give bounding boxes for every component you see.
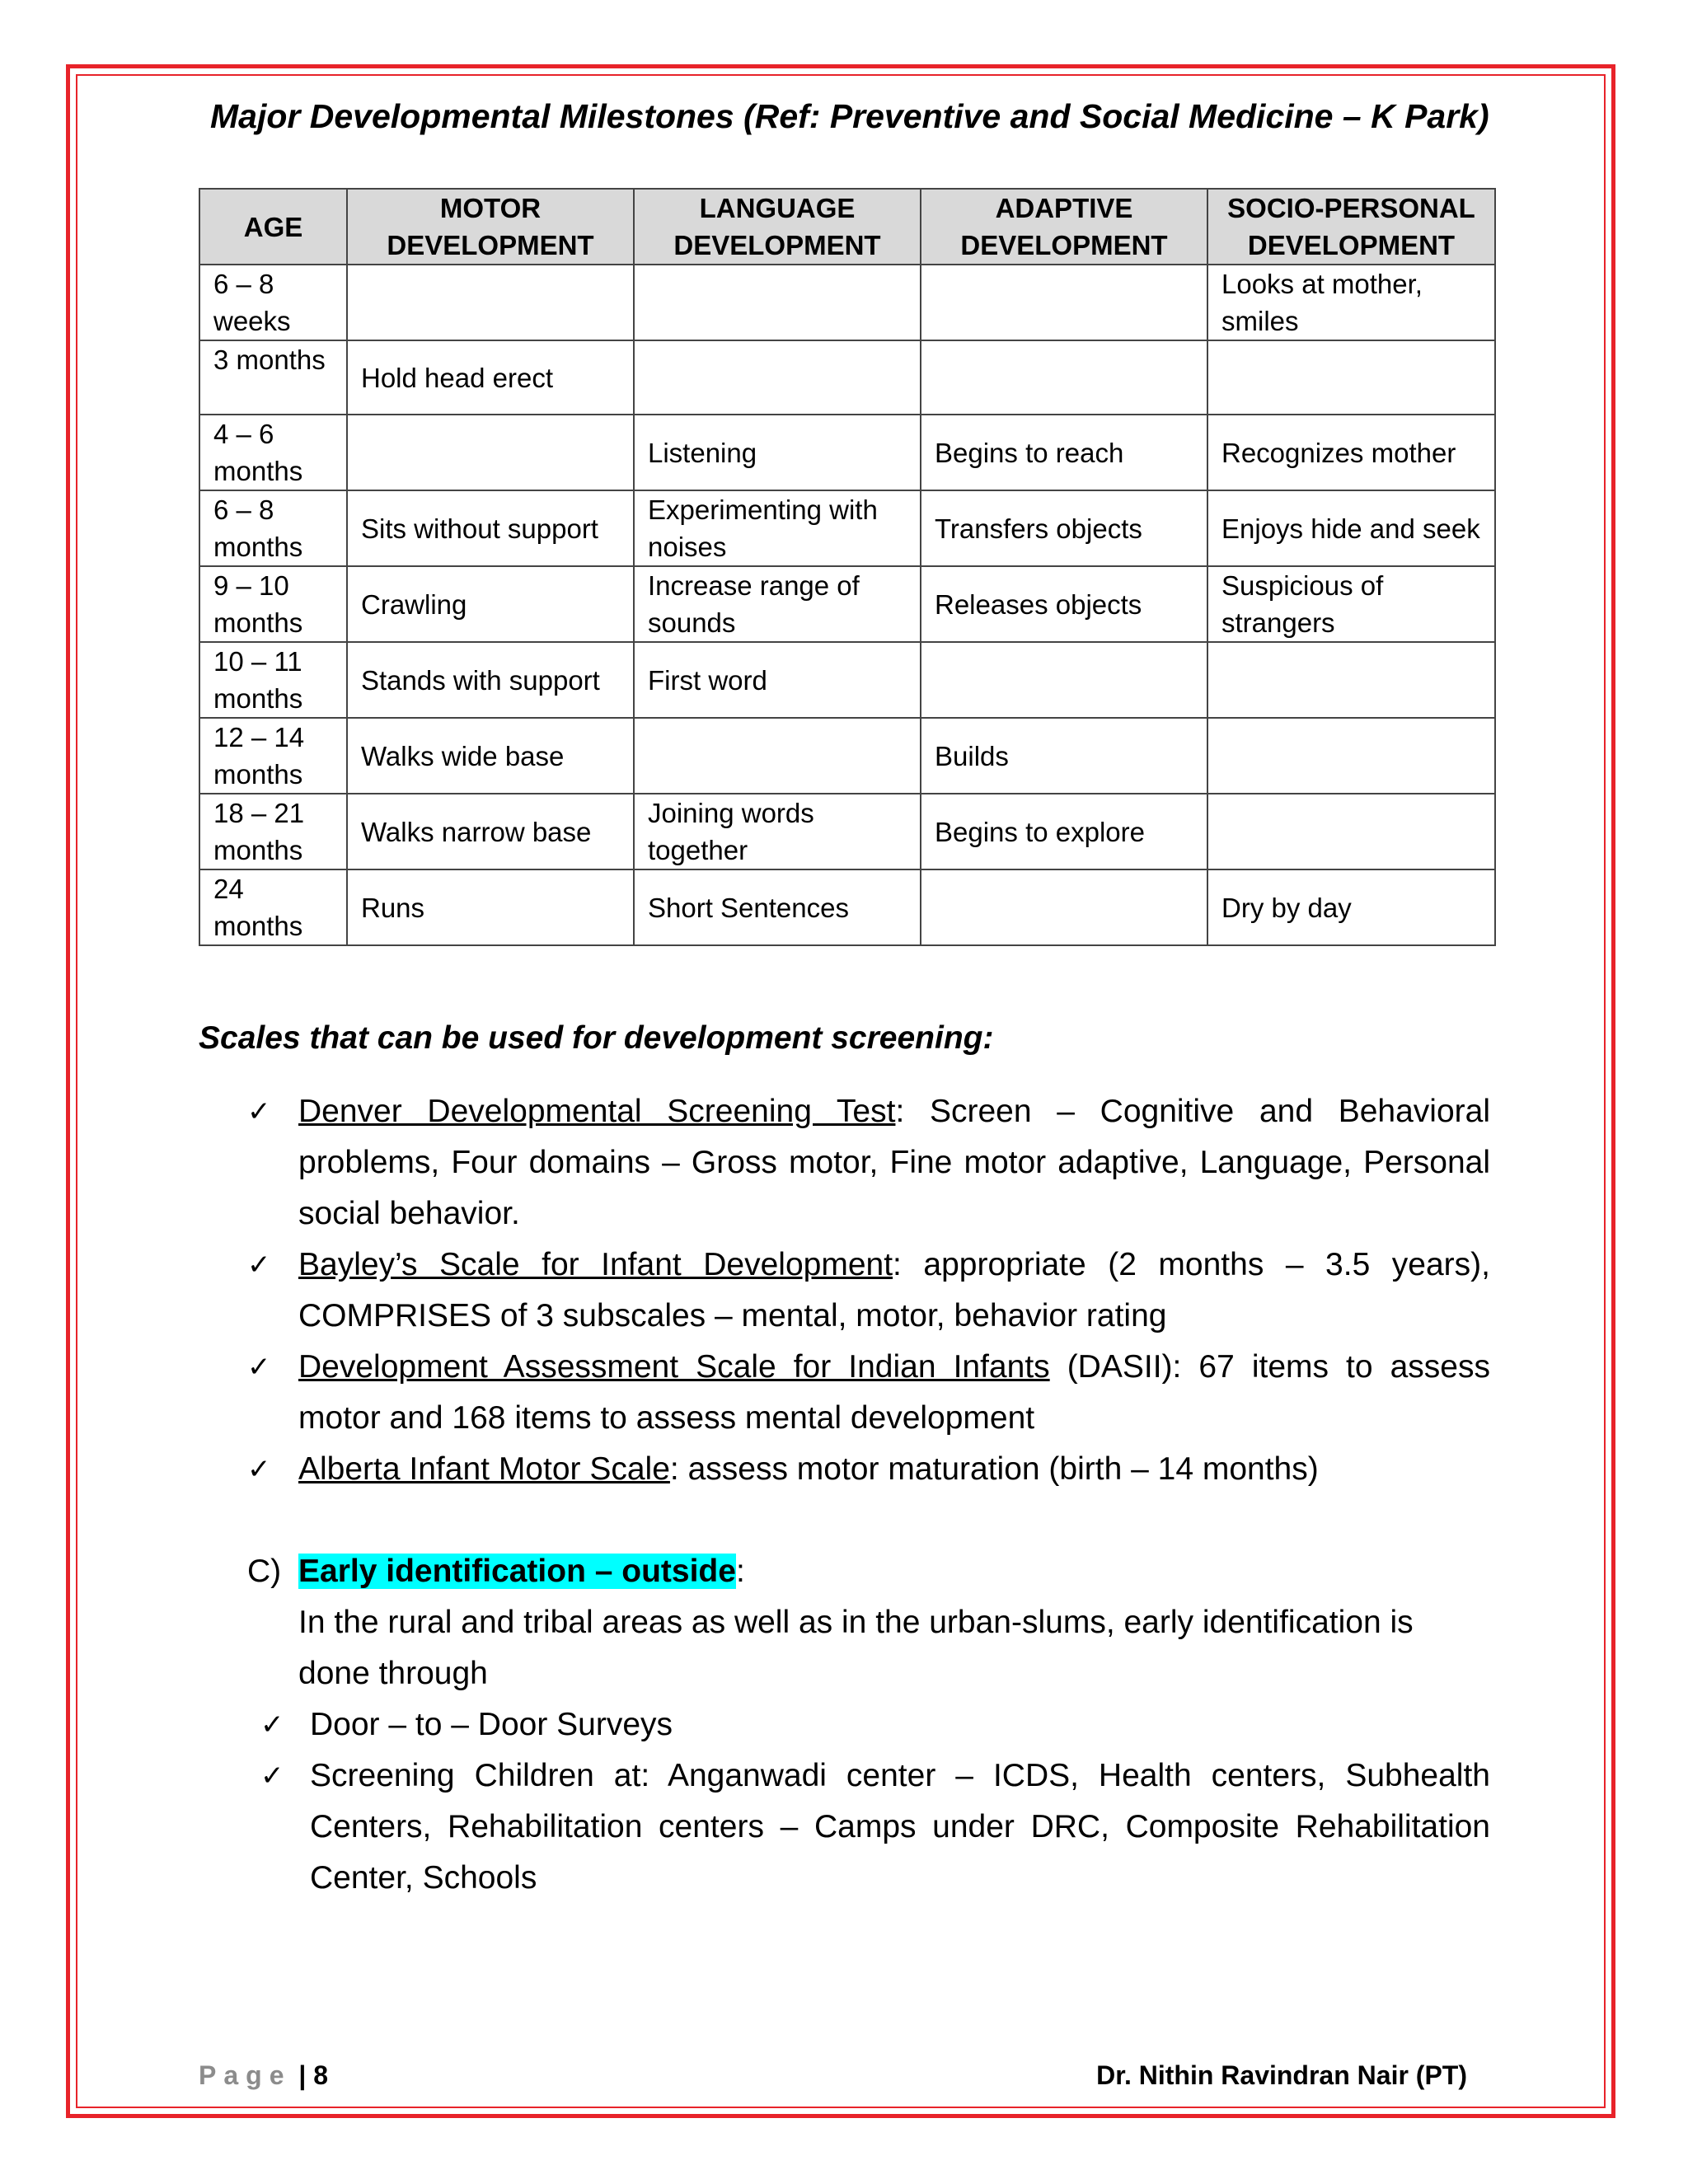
cell-motor: Crawling: [347, 566, 634, 642]
cell-socio: [1207, 340, 1495, 415]
cell-age: 24 months: [199, 869, 347, 945]
check-icon: ✓: [260, 1760, 284, 1793]
item-text: Screening Children at: Anganwadi center – ICDS, Health centers, Subhealth Centers, Rehabilitation centers – Camps under DRC, Composite Rehabilitation Center, Schools: [310, 1758, 1490, 1896]
table-row: [199, 718, 1495, 794]
scale-name: Bayley’s Scale for Infant Development: [298, 1247, 893, 1282]
section-c-heading: Early identification – outside: [298, 1554, 736, 1589]
table-row: [199, 642, 1495, 718]
section-c-colon: :: [735, 1554, 745, 1589]
scale-name: Development Assessment Scale for Indian Infants: [298, 1349, 1050, 1385]
section-c-paragraph: In the rural and tribal areas as well as in the urban-slums, early identification is done through: [298, 1605, 1414, 1691]
cell-age: 6 – 8 months: [199, 490, 347, 566]
check-icon: ✓: [247, 1095, 271, 1128]
scale-name: Alberta Infant Motor Scale: [298, 1451, 670, 1487]
cell-age: 9 – 10 months: [199, 566, 347, 642]
cell-motor: Hold head erect: [347, 340, 634, 415]
milestones-table: [199, 188, 1496, 946]
header-age: AGE: [199, 189, 347, 265]
footer-author: Dr. Nithin Ravindran Nair (PT): [1096, 2060, 1467, 2090]
scale-name: Denver Developmental Screening Test: [298, 1094, 896, 1129]
table-row: [199, 340, 1495, 415]
scales-heading: Scales that can be used for development screening:: [199, 1020, 994, 1056]
table-row: [199, 490, 1495, 566]
cell-motor: Runs: [347, 869, 634, 945]
header-socio: SOCIO-PERSONAL DEVELOPMENT: [1207, 189, 1495, 265]
check-icon: ✓: [247, 1249, 271, 1282]
cell-age: 12 – 14 months: [199, 718, 347, 794]
list-item: [247, 1086, 1490, 1240]
list-item: [247, 1342, 1490, 1444]
cell-motor: [347, 415, 634, 490]
cell-motor: Sits without support: [347, 490, 634, 566]
cell-motor: [347, 265, 634, 340]
list-item: [247, 1444, 1490, 1495]
table-header-row: [199, 189, 1495, 265]
cell-adaptive: [921, 869, 1207, 945]
table-row: [199, 265, 1495, 340]
cell-language: Short Sentences: [634, 869, 921, 945]
cell-age: 4 – 6 months: [199, 415, 347, 490]
cell-socio: [1207, 642, 1495, 718]
cell-language: Increase range of sounds: [634, 566, 921, 642]
cell-language: [634, 340, 921, 415]
scale-desc: : Screen – Cognitive and Behavioral problems, Four domains – Gross motor, Fine motor adaptive, Language, Personal social behavior.: [298, 1094, 1491, 1231]
section-c-list: [260, 1699, 1490, 1904]
table-row: [199, 869, 1495, 945]
check-icon: ✓: [260, 1708, 284, 1741]
list-item: [260, 1699, 1490, 1750]
cell-adaptive: Releases objects: [921, 566, 1207, 642]
table-row: [199, 566, 1495, 642]
scale-desc: : appropriate (2 months – 3.5 years), COMPRISES of 3 subscales – mental, motor, behavior rating: [298, 1247, 1490, 1333]
header-language: LANGUAGE DEVELOPMENT: [634, 189, 921, 265]
cell-motor: Stands with support: [347, 642, 634, 718]
cell-adaptive: Transfers objects: [921, 490, 1207, 566]
cell-adaptive: Builds: [921, 718, 1207, 794]
section-c: [247, 1546, 1490, 1699]
cell-motor: Walks wide base: [347, 718, 634, 794]
cell-age: 6 – 8 weeks: [199, 265, 347, 340]
cell-adaptive: [921, 265, 1207, 340]
cell-language: Experimenting with noises: [634, 490, 921, 566]
footer-page: [199, 2060, 328, 2091]
header-motor: MOTOR DEVELOPMENT: [347, 189, 634, 265]
item-text: Door – to – Door Surveys: [310, 1707, 673, 1742]
page-number: | 8: [298, 2060, 329, 2090]
page-label: Page: [199, 2060, 292, 2090]
cell-adaptive: [921, 642, 1207, 718]
cell-motor: Walks narrow base: [347, 794, 634, 869]
table-row: [199, 794, 1495, 869]
scales-list: [247, 1086, 1490, 1495]
cell-age: 18 – 21 months: [199, 794, 347, 869]
cell-language: First word: [634, 642, 921, 718]
scale-desc: (DASII): 67 items to assess motor and 168 items to assess mental development: [298, 1349, 1490, 1436]
cell-age: 10 – 11 months: [199, 642, 347, 718]
scale-desc: : assess motor maturation (birth – 14 months): [669, 1451, 1319, 1487]
section-c-label: C): [247, 1554, 282, 1589]
header-adaptive: ADAPTIVE DEVELOPMENT: [921, 189, 1207, 265]
cell-socio: Suspicious of strangers: [1207, 566, 1495, 642]
check-icon: ✓: [247, 1351, 271, 1384]
check-icon: ✓: [247, 1453, 271, 1486]
cell-socio: [1207, 794, 1495, 869]
cell-adaptive: Begins to reach: [921, 415, 1207, 490]
cell-language: Listening: [634, 415, 921, 490]
table-row: [199, 415, 1495, 490]
cell-language: Joining words together: [634, 794, 921, 869]
cell-age: 3 months: [199, 340, 347, 415]
cell-socio: Looks at mother, smiles: [1207, 265, 1495, 340]
page-title: Major Developmental Milestones (Ref: Preventive and Social Medicine – K Park): [210, 97, 1489, 135]
cell-socio: Dry by day: [1207, 869, 1495, 945]
cell-language: [634, 718, 921, 794]
list-item: [260, 1750, 1490, 1904]
cell-language: [634, 265, 921, 340]
cell-adaptive: [921, 340, 1207, 415]
list-item: [247, 1240, 1490, 1342]
cell-adaptive: Begins to explore: [921, 794, 1207, 869]
cell-socio: Recognizes mother: [1207, 415, 1495, 490]
cell-socio: [1207, 718, 1495, 794]
cell-socio: Enjoys hide and seek: [1207, 490, 1495, 566]
